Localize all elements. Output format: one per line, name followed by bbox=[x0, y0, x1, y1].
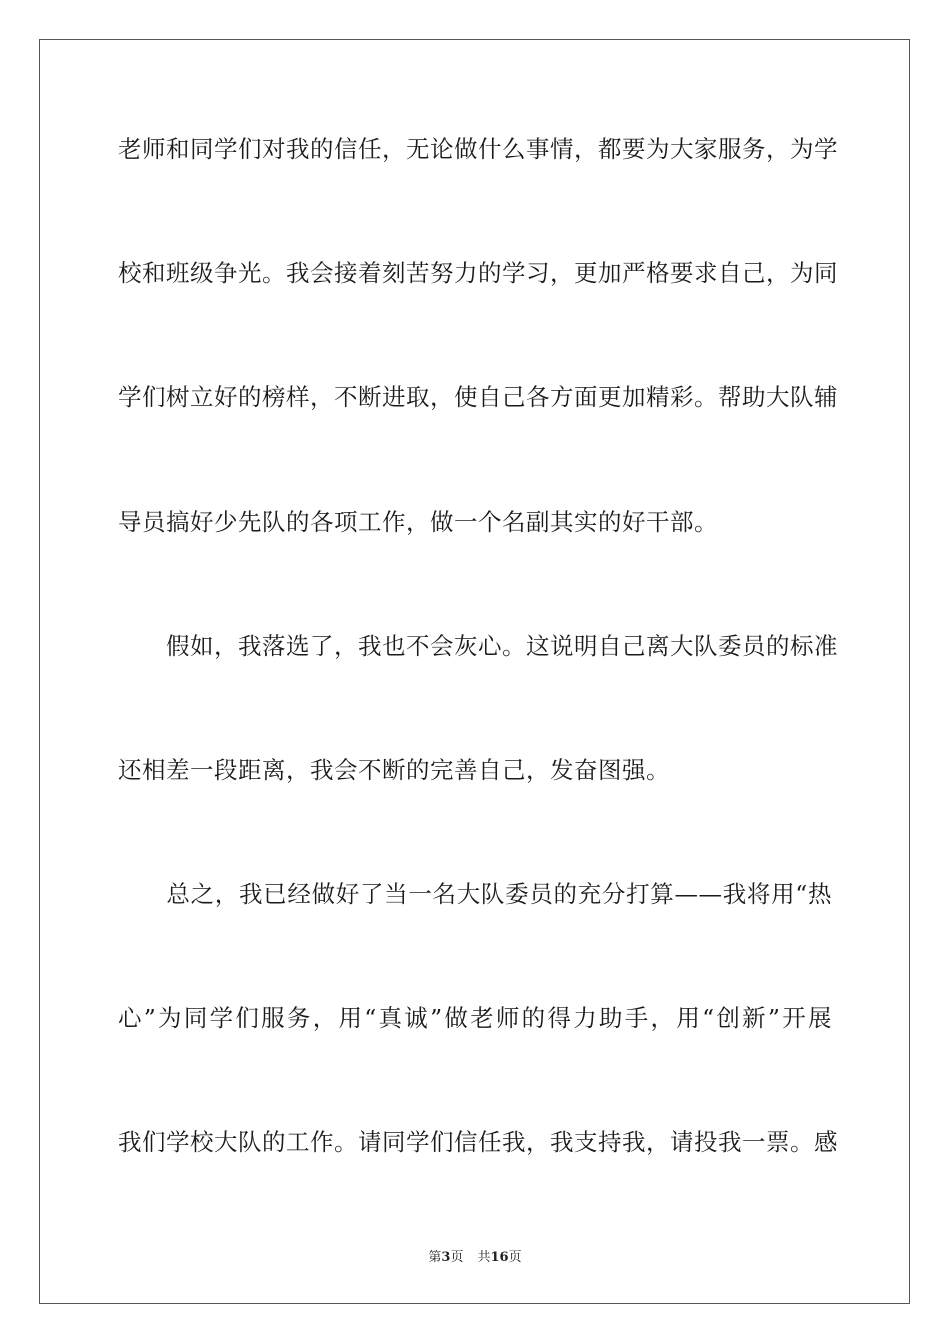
body-line-1: 老师和同学们对我的信任，无论做什么事情，都要为大家服务，为学 bbox=[118, 135, 838, 163]
body-line-2: 校和班级争光。我会接着刻苦努力的学习，更加严格要求自己，为同 bbox=[118, 259, 838, 287]
page-border bbox=[39, 39, 910, 1304]
body-line-3: 学们树立好的榜样，不断进取，使自己各方面更加精彩。帮助大队辅 bbox=[118, 383, 838, 411]
body-line-4: 导员搞好少先队的各项工作，做一个名副其实的好干部。 bbox=[118, 508, 718, 536]
footer-page-suffix: 页 bbox=[450, 1250, 464, 1265]
footer-page-prefix: 第 bbox=[428, 1250, 442, 1265]
footer-total-suffix: 页 bbox=[508, 1250, 522, 1265]
body-line-8: 心”为同学们服务，用“真诚”做老师的得力助手，用“创新”开展 bbox=[118, 1004, 832, 1032]
page-footer bbox=[0, 1249, 950, 1267]
footer-total-prefix: 共 bbox=[477, 1250, 491, 1265]
footer-total-pages: 16 bbox=[490, 1250, 509, 1265]
body-line-9: 我们学校大队的工作。请同学们信任我，我支持我，请投我一票。感 bbox=[118, 1128, 838, 1156]
body-line-7: 总之，我已经做好了当一名大队委员的充分打算——我将用“热 bbox=[118, 880, 832, 908]
body-line-5: 假如，我落选了，我也不会灰心。这说明自己离大队委员的标准 bbox=[118, 632, 838, 660]
footer-page-number: 3 bbox=[441, 1250, 451, 1265]
body-line-6: 还相差一段距离，我会不断的完善自己，发奋图强。 bbox=[118, 756, 670, 784]
